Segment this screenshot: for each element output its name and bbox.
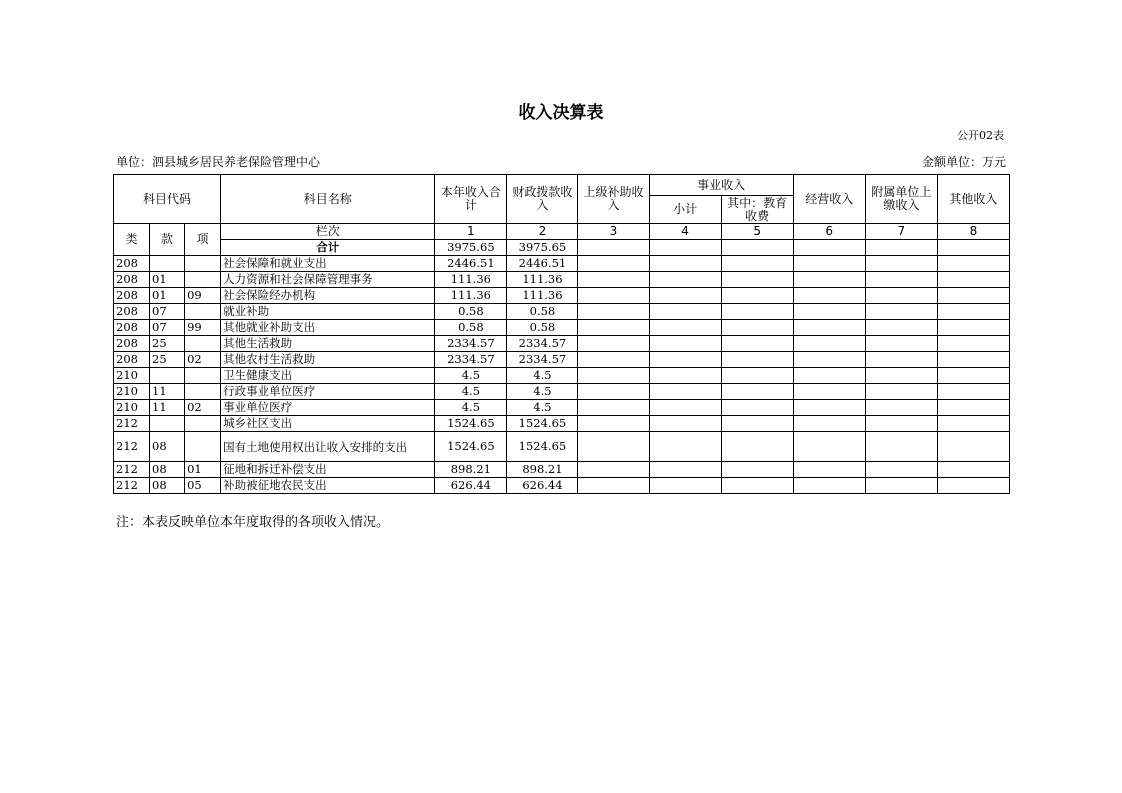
fiscal-value: 1524.65 <box>507 432 578 462</box>
header-business-income: 事业收入 <box>649 175 793 196</box>
empty-cell <box>578 432 649 462</box>
empty-cell <box>649 368 721 384</box>
cat-code: 208 <box>114 352 150 368</box>
table-row <box>114 416 1010 432</box>
fiscal-value: 4.5 <box>507 368 578 384</box>
subject-name: 行政事业单位医疗 <box>221 384 435 400</box>
table-row <box>114 384 1010 400</box>
xiang-code: 01 <box>185 462 221 478</box>
empty-cell <box>578 352 649 368</box>
empty-cell <box>793 462 865 478</box>
fiscal-value: 2334.57 <box>507 352 578 368</box>
empty-cell <box>578 288 649 304</box>
col-num: 5 <box>721 224 793 240</box>
subject-name: 城乡社区支出 <box>221 416 435 432</box>
empty-cell <box>865 336 937 352</box>
xiang-code <box>185 272 221 288</box>
total-income-value: 0.58 <box>435 320 507 336</box>
kuan-code: 08 <box>150 432 185 462</box>
total-income-value: 626.44 <box>435 478 507 494</box>
xiang-code: 05 <box>185 478 221 494</box>
col-num: 7 <box>865 224 937 240</box>
total-income-value: 4.5 <box>435 368 507 384</box>
xiang-code: 02 <box>185 352 221 368</box>
fiscal-value: 0.58 <box>507 304 578 320</box>
empty-cell <box>937 478 1009 494</box>
subject-name: 其他农村生活救助 <box>221 352 435 368</box>
empty-cell <box>578 272 649 288</box>
cat-code: 212 <box>114 416 150 432</box>
kuan-code: 11 <box>150 400 185 416</box>
empty-cell <box>865 272 937 288</box>
kuan-code: 01 <box>150 288 185 304</box>
header-subject-code: 科目代码 <box>114 175 221 224</box>
header-subject-name: 科目名称 <box>221 175 435 224</box>
empty-cell <box>578 336 649 352</box>
empty-cell <box>578 384 649 400</box>
empty-cell <box>865 478 937 494</box>
empty-cell <box>865 432 937 462</box>
empty-cell <box>793 272 865 288</box>
total-income-value: 111.36 <box>435 272 507 288</box>
header-affiliated: 附属单位上缴收入 <box>865 175 937 224</box>
xiang-code <box>185 336 221 352</box>
xiang-code <box>185 432 221 462</box>
header-subtotal: 小计 <box>649 196 721 224</box>
xiang-code: 99 <box>185 320 221 336</box>
empty-cell <box>793 384 865 400</box>
subject-name: 国有土地使用权出让收入安排的支出 <box>221 432 435 462</box>
fiscal-value: 111.36 <box>507 272 578 288</box>
empty-cell <box>578 368 649 384</box>
empty-cell <box>578 400 649 416</box>
empty-cell <box>649 384 721 400</box>
total-income-value: 3975.65 <box>435 240 507 256</box>
empty-cell <box>793 256 865 272</box>
empty-cell <box>649 320 721 336</box>
kuan-code <box>150 368 185 384</box>
total-label: 合计 <box>221 240 435 256</box>
empty-cell <box>649 400 721 416</box>
empty-cell <box>937 384 1009 400</box>
kuan-code: 01 <box>150 272 185 288</box>
empty-cell <box>793 400 865 416</box>
kuan-code <box>150 256 185 272</box>
empty-cell <box>649 336 721 352</box>
total-income-value: 2446.51 <box>435 256 507 272</box>
header-kuan: 款 <box>150 224 185 256</box>
table-row <box>114 432 1010 462</box>
total-income-value: 111.36 <box>435 288 507 304</box>
empty-cell <box>937 416 1009 432</box>
empty-cell <box>649 304 721 320</box>
col-num: 6 <box>793 224 865 240</box>
empty-cell <box>721 352 793 368</box>
total-income-value: 0.58 <box>435 304 507 320</box>
fiscal-value: 2446.51 <box>507 256 578 272</box>
empty-cell <box>793 478 865 494</box>
table-row <box>114 368 1010 384</box>
empty-cell <box>937 304 1009 320</box>
fiscal-value: 4.5 <box>507 400 578 416</box>
empty-cell <box>793 320 865 336</box>
empty-cell <box>937 352 1009 368</box>
table-row <box>114 288 1010 304</box>
fiscal-value: 0.58 <box>507 320 578 336</box>
table-row <box>114 478 1010 494</box>
empty-cell <box>721 400 793 416</box>
fiscal-value: 4.5 <box>507 384 578 400</box>
cat-code: 212 <box>114 478 150 494</box>
empty-cell <box>578 256 649 272</box>
cat-code: 208 <box>114 272 150 288</box>
kuan-code: 07 <box>150 320 185 336</box>
table-row <box>114 272 1010 288</box>
form-code: 公开02表 <box>957 129 1004 142</box>
subject-name: 其他就业补助支出 <box>221 320 435 336</box>
xiang-code: 09 <box>185 288 221 304</box>
table-row <box>114 462 1010 478</box>
table-row <box>114 304 1010 320</box>
empty-cell <box>578 320 649 336</box>
header-operating: 经营收入 <box>793 175 865 224</box>
empty-cell <box>937 256 1009 272</box>
col-num: 4 <box>649 224 721 240</box>
table-row <box>114 352 1010 368</box>
table-row <box>114 400 1010 416</box>
subject-name: 人力资源和社会保障管理事务 <box>221 272 435 288</box>
total-fiscal-value: 3975.65 <box>507 240 578 256</box>
fiscal-value: 898.21 <box>507 462 578 478</box>
total-income-value: 1524.65 <box>435 416 507 432</box>
empty-cell <box>721 288 793 304</box>
empty-cell <box>937 368 1009 384</box>
cat-code: 212 <box>114 462 150 478</box>
fiscal-value: 2334.57 <box>507 336 578 352</box>
empty-cell <box>793 368 865 384</box>
cat-code: 210 <box>114 400 150 416</box>
header-column-index: 栏次 <box>221 224 435 240</box>
subject-name: 社会保障和就业支出 <box>221 256 435 272</box>
subject-name: 卫生健康支出 <box>221 368 435 384</box>
empty-cell <box>578 416 649 432</box>
empty-cell <box>721 304 793 320</box>
kuan-code: 11 <box>150 384 185 400</box>
empty-cell <box>793 432 865 462</box>
empty-cell <box>865 320 937 336</box>
total-row <box>114 240 1010 256</box>
cat-code: 208 <box>114 304 150 320</box>
kuan-code: 25 <box>150 352 185 368</box>
xiang-code <box>185 368 221 384</box>
header-edu-fee: 其中：教育收费 <box>721 196 793 224</box>
header-total-income: 本年收入合计 <box>435 175 507 224</box>
empty-cell <box>865 352 937 368</box>
empty-cell <box>649 288 721 304</box>
empty-cell <box>649 462 721 478</box>
cat-code: 210 <box>114 384 150 400</box>
xiang-code <box>185 256 221 272</box>
empty-cell <box>721 368 793 384</box>
cat-code: 208 <box>114 336 150 352</box>
kuan-code: 07 <box>150 304 185 320</box>
fiscal-value: 111.36 <box>507 288 578 304</box>
empty-cell <box>721 478 793 494</box>
header-cat: 类 <box>114 224 150 256</box>
subject-name: 其他生活救助 <box>221 336 435 352</box>
kuan-code: 08 <box>150 462 185 478</box>
page-title: 收入决算表 <box>518 103 604 123</box>
subject-name: 征地和拆迁补偿支出 <box>221 462 435 478</box>
total-income-value: 2334.57 <box>435 352 507 368</box>
empty-cell <box>793 304 865 320</box>
empty-cell <box>937 288 1009 304</box>
total-income-value: 1524.65 <box>435 432 507 462</box>
empty-cell <box>649 478 721 494</box>
empty-cell <box>865 416 937 432</box>
income-table <box>113 174 1010 494</box>
total-income-value: 4.5 <box>435 400 507 416</box>
col-num: 3 <box>578 224 649 240</box>
empty-cell <box>649 352 721 368</box>
cat-code: 212 <box>114 432 150 462</box>
cat-code: 208 <box>114 288 150 304</box>
xiang-code <box>185 304 221 320</box>
empty-cell <box>793 336 865 352</box>
xiang-code <box>185 384 221 400</box>
header-other: 其他收入 <box>937 175 1009 224</box>
empty-cell <box>578 304 649 320</box>
empty-cell <box>937 462 1009 478</box>
empty-cell <box>865 288 937 304</box>
empty-cell <box>721 384 793 400</box>
kuan-code <box>150 416 185 432</box>
table-row <box>114 256 1010 272</box>
empty-cell <box>937 272 1009 288</box>
empty-cell <box>649 256 721 272</box>
subject-name: 社会保险经办机构 <box>221 288 435 304</box>
empty-cell <box>793 416 865 432</box>
header-xiang: 项 <box>185 224 221 256</box>
cat-code: 208 <box>114 320 150 336</box>
header-upper-subsidy: 上级补助收入 <box>578 175 649 224</box>
xiang-code: 02 <box>185 400 221 416</box>
cat-code: 210 <box>114 368 150 384</box>
empty-cell <box>649 432 721 462</box>
total-income-value: 4.5 <box>435 384 507 400</box>
empty-cell <box>937 432 1009 462</box>
empty-cell <box>865 304 937 320</box>
col-num: 1 <box>435 224 507 240</box>
footnote: 注：本表反映单位本年度取得的各项收入情况。 <box>116 515 390 530</box>
col-num: 2 <box>507 224 578 240</box>
empty-cell <box>865 256 937 272</box>
amount-unit: 金额单位：万元 <box>921 155 1006 169</box>
cat-code: 208 <box>114 256 150 272</box>
col-num: 8 <box>937 224 1009 240</box>
empty-cell <box>721 256 793 272</box>
empty-cell <box>937 320 1009 336</box>
subject-name: 补助被征地农民支出 <box>221 478 435 494</box>
xiang-code <box>185 416 221 432</box>
empty-cell <box>793 288 865 304</box>
table-row <box>114 336 1010 352</box>
empty-cell <box>578 478 649 494</box>
header-fiscal: 财政拨款收入 <box>507 175 578 224</box>
subject-name: 就业补助 <box>221 304 435 320</box>
subject-name: 事业单位医疗 <box>221 400 435 416</box>
total-income-value: 2334.57 <box>435 336 507 352</box>
unit-label: 单位：泗县城乡居民养老保险管理中心 <box>116 155 321 169</box>
total-income-value: 898.21 <box>435 462 507 478</box>
empty-cell <box>865 384 937 400</box>
empty-cell <box>721 272 793 288</box>
empty-cell <box>865 400 937 416</box>
empty-cell <box>865 368 937 384</box>
empty-cell <box>649 272 721 288</box>
empty-cell <box>578 462 649 478</box>
empty-cell <box>721 320 793 336</box>
empty-cell <box>793 352 865 368</box>
empty-cell <box>865 462 937 478</box>
fiscal-value: 626.44 <box>507 478 578 494</box>
empty-cell <box>721 432 793 462</box>
empty-cell <box>721 462 793 478</box>
empty-cell <box>937 336 1009 352</box>
empty-cell <box>721 336 793 352</box>
empty-cell <box>721 416 793 432</box>
kuan-code: 08 <box>150 478 185 494</box>
kuan-code: 25 <box>150 336 185 352</box>
empty-cell <box>937 400 1009 416</box>
table-row <box>114 320 1010 336</box>
fiscal-value: 1524.65 <box>507 416 578 432</box>
empty-cell <box>649 416 721 432</box>
